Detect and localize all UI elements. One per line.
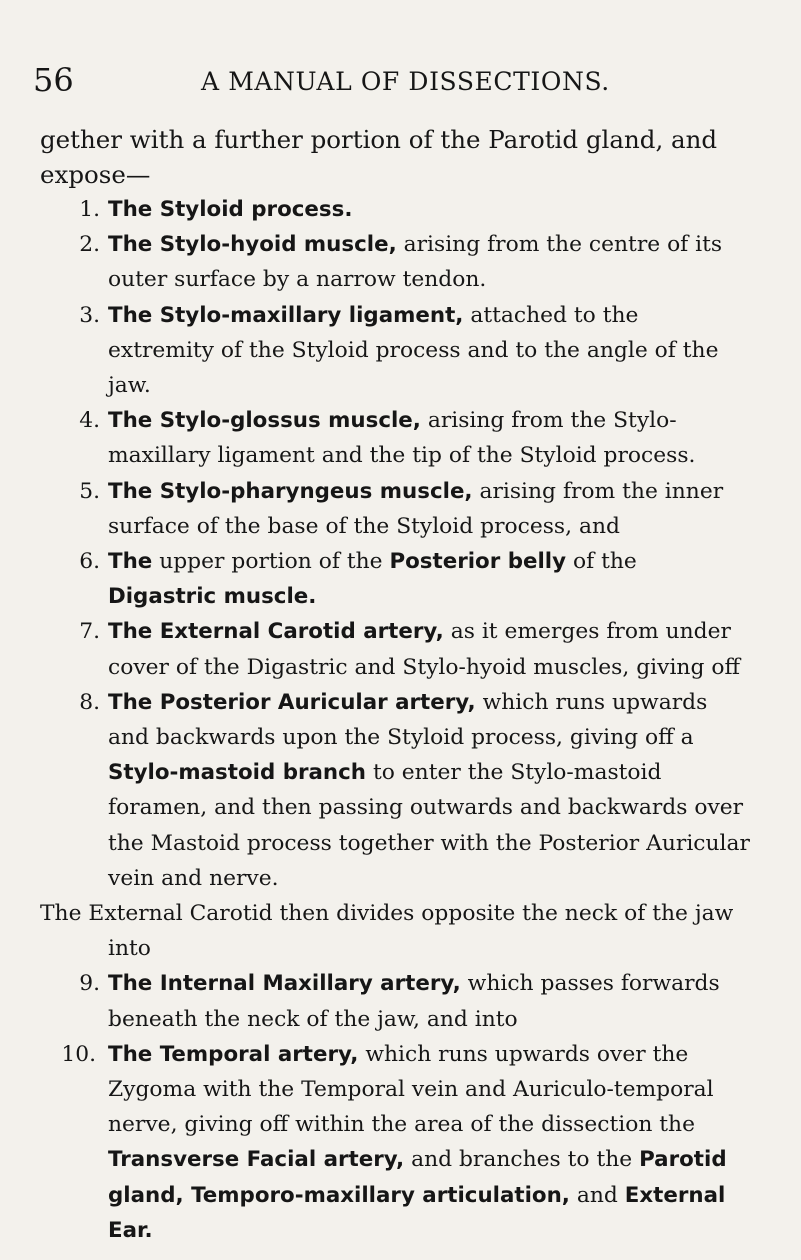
item-term: The Stylo-hyoid muscle,: [108, 232, 397, 258]
item-text: upper portion of the: [152, 549, 390, 575]
page-body: [40, 122, 750, 1248]
item-term: The Internal Maxillary artery,: [108, 971, 461, 997]
item-term: The: [108, 549, 153, 575]
list-item: [40, 614, 750, 684]
item-text: arising from the Stylo-maxillary ligament and the tip of the Styloid process.: [108, 408, 696, 469]
page-header: [33, 60, 773, 100]
list-item: [40, 1037, 750, 1248]
list-item: [40, 544, 750, 614]
list-item: [40, 474, 750, 544]
item-term: The Stylo-maxillary ligament,: [108, 302, 464, 328]
item-term: The Temporal artery,: [108, 1041, 359, 1067]
item-number: 8.: [79, 689, 100, 715]
list-item: [40, 298, 750, 404]
list-item: [40, 403, 750, 473]
item-number: 5.: [79, 478, 100, 504]
intro-line: expose—: [40, 160, 151, 189]
page-number: 56: [33, 61, 74, 99]
list-item: [40, 685, 750, 896]
item-number: 6.: [79, 549, 100, 575]
item-text: which runs upwards and backwards upon the Styloid process, giving off a: [108, 689, 708, 751]
bridge-paragraph: The External Carotid then divides opposite the neck of the jaw into: [40, 901, 734, 962]
item-term: Stylo-mastoid branch: [108, 760, 367, 786]
item-number: 10.: [61, 1041, 96, 1067]
item-term: The Stylo-pharyngeus muscle,: [108, 478, 473, 504]
item-text: as it emerges from under cover of the Digastric and Stylo-hyoid muscles, giving off: [108, 619, 740, 680]
item-number: 2.: [79, 232, 100, 258]
item-term: Transverse Facial artery,: [108, 1147, 405, 1173]
item-text: attached to the extremity of the Styloid process and to the angle of the jaw.: [108, 302, 719, 399]
item-number: 3.: [79, 302, 100, 328]
item-term: The External Carotid artery,: [108, 619, 444, 645]
item-number: 1.: [79, 197, 100, 222]
item-text: which runs upwards over the Zygoma with the Temporal vein and Auriculo-temporal nerve, giving off within the area of the dissection the: [108, 1041, 714, 1138]
item-term: Digastric muscle.: [108, 584, 317, 610]
item-term: Posterior belly: [389, 549, 567, 575]
intro-line: gether with a further portion of the Parotid gland, and: [40, 125, 718, 154]
item-term: The Stylo-glossus muscle,: [108, 408, 421, 434]
item-text: and: [569, 1182, 625, 1208]
list-item: [40, 227, 750, 297]
item-text: to enter the Stylo-mastoid foramen, and then passing outwards and backwards over the Mastoid process together with the Posterior Auricular vein and nerve.: [108, 760, 750, 891]
item-term: The Styloid process.: [108, 197, 353, 222]
item-number: 9.: [79, 971, 100, 997]
item-text: and branches to the: [404, 1147, 640, 1173]
item-text: arising from the inner surface of the base of the Styloid process, and: [108, 478, 724, 539]
running-title: A MANUAL OF DISSECTIONS.: [201, 67, 610, 96]
item-text: of the: [566, 549, 637, 575]
item-term: External Ear.: [108, 1182, 726, 1243]
item-term: Parotid gland, Temporo-maxillary articulation,: [108, 1147, 727, 1208]
item-text: which passes forwards beneath the neck of the jaw, and into: [108, 971, 720, 1032]
item-number: 7.: [79, 619, 100, 645]
list-item: [40, 966, 750, 1036]
list-item: [40, 192, 750, 227]
item-number: 4.: [79, 408, 100, 434]
item-term: The Posterior Auricular artery,: [108, 689, 476, 715]
item-text: arising from the centre of its outer surface by a narrow tendon.: [108, 232, 723, 293]
